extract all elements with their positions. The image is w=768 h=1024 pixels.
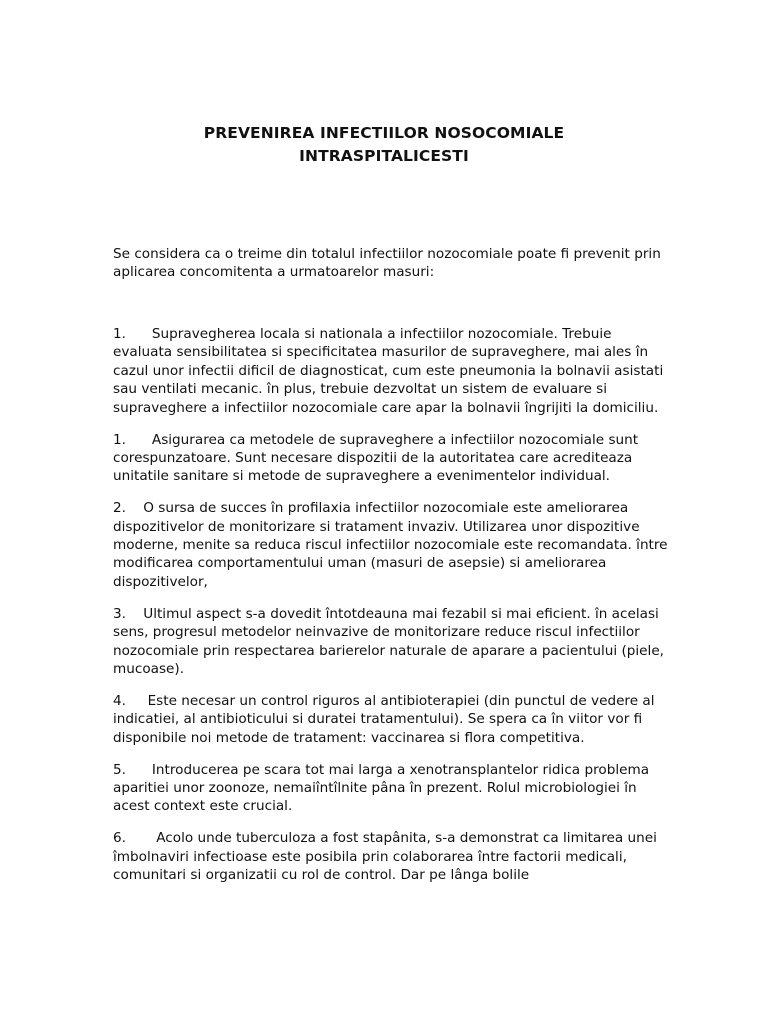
list-item: 5. Introducerea pe scara tot mai larga a xenotransplantelor ridica problema aparitiei unor zoonoze, nemaiîntîlnite pâna în prezent. Rolul microbiologiei în acest context este crucial. bbox=[113, 761, 654, 815]
list-item: 2. O sursa de succes în profilaxia infectiilor nozocomiale este ameliorarea dispozitivelor de monitorizare si tratament invaziv. Utilizarea unor dispozitive moderne, menite sa reduca riscul infectiilor nozocomiale este recomandata. între modificarea comportamentului uman (masuri de asepsie) si ameliorarea dispozitivelor, bbox=[113, 500, 672, 590]
list-item: 3. Ultimul aspect s-a dovedit întotdeauna mai fezabil si mai eficient. în acelasi sens, progresul metodelor neinvazive de monitorizare reduce riscul infectiilor nozocomiale prin respectarea barierelor naturale de aparare a pacientului (piele, mucoase). bbox=[113, 605, 669, 677]
measures-list bbox=[113, 325, 673, 898]
list-item: 1. Asigurarea ca metodele de supraveghere a infectiilor nozocomiale sunt corespunzatoare. Sunt necesare dispozitii de la autoritatea care acrediteaza unitatile sanitare si metode de supraveghere a evenimentelor individual. bbox=[113, 431, 643, 485]
list-item: 1. Supravegherea locala si nationala a infectiilor nozocomiale. Trebuie evaluata sensibilitatea si specificitatea masurilor de supraveghere, mai ales în cazul unor infectii dificil de diagnosticat, cum este pneumonia la bolnavii asistati sau ventilati mecanic. în plus, trebuie dezvoltat un sistem de evaluare si supraveghere a infectiilor nozocomiale care apar la bolnavii îngrijiti la domiciliu. bbox=[113, 326, 668, 416]
title-line-2: INTRASPITALICESTI bbox=[299, 147, 469, 165]
list-item: 6. Acolo unde tuberculoza a fost stapânita, s-a demonstrat ca limitarea unei îmbolnaviri infectioase este posibila prin colaborarea între factorii medicali, comunitari si organizatii cu rol de control. Dar pe lânga bolile bbox=[113, 830, 662, 884]
intro-paragraph: Se considera ca o treime din totalul infectiilor nozocomiale poate fi prevenit prin aplicarea concomitenta a urmatoarelor masuri: bbox=[113, 246, 666, 281]
document-title bbox=[0, 122, 768, 168]
intro-block bbox=[113, 245, 673, 282]
title-line-1: PREVENIREA INFECTIILOR NOSOCOMIALE bbox=[203, 124, 565, 142]
list-item: 4. Este necesar un control riguros al antibioterapiei (din punctul de vedere al indicatiei, al antibioticului si duratei tratamentului). Se spera ca în viitor vor fi disponibile noi metode de tratament: vaccinarea si flora competitiva. bbox=[113, 692, 659, 746]
